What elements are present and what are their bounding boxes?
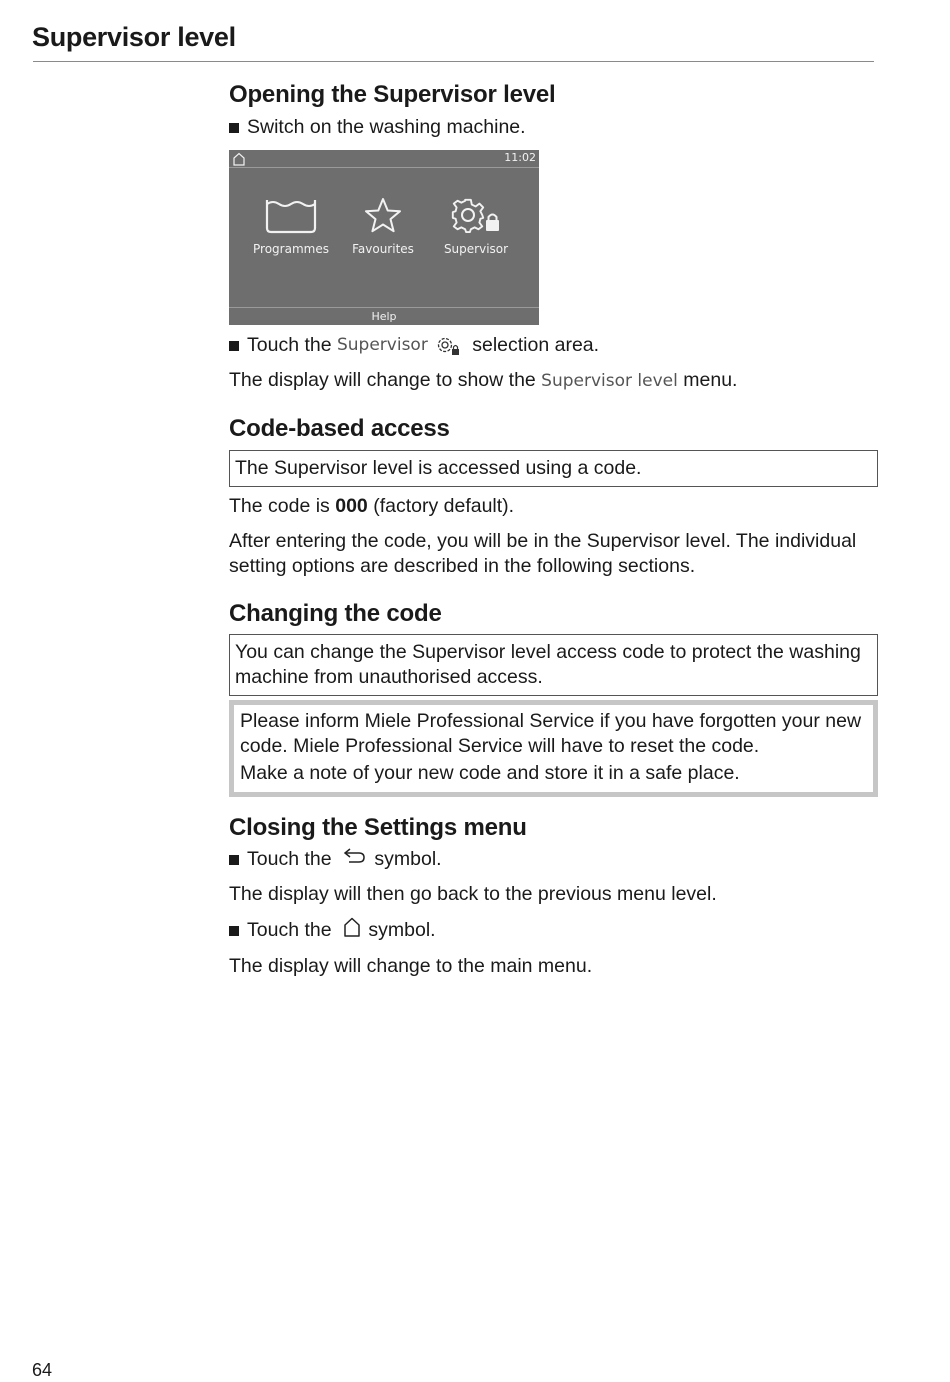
warning-text-1: Please inform Miele Professional Service if you have forgotten your new code. Miele Professional Service will have to reset the code. (240, 710, 862, 757)
info-box-code-access (229, 450, 878, 487)
result-pre: The display will change to show the (229, 369, 542, 391)
step-touch-back (229, 847, 878, 872)
title-divider (33, 61, 874, 62)
display-screenshot (229, 150, 539, 325)
code-pre: The code is (229, 495, 336, 517)
after-code-paragraph: After entering the code, you will be in the Supervisor level. The individual setting options are described in the following sections. (229, 530, 857, 577)
section-heading-changing-code: Changing the code (229, 600, 442, 627)
step-text-post: symbol. (362, 919, 436, 941)
bullet-square (229, 855, 239, 865)
info-box-change-code (229, 634, 878, 696)
tile-supervisor[interactable] (426, 196, 526, 256)
step-text-post: selection area. (466, 334, 600, 356)
code-paragraph (229, 494, 878, 519)
gear-lock-icon (448, 196, 504, 236)
gear-lock-icon (435, 335, 461, 357)
bullet-square (229, 123, 239, 133)
step-text-pre: Touch the (247, 919, 337, 941)
clock-readout: 11:02 (504, 151, 536, 164)
step-text-pre: Touch the (247, 334, 337, 356)
supervisor-ui-label: Supervisor (336, 335, 428, 355)
bullet-square (229, 341, 239, 351)
tile-programmes[interactable] (241, 196, 341, 256)
info-text: The Supervisor level is accessed using a code. (235, 457, 642, 479)
home-icon (343, 917, 361, 944)
display-top-bar (229, 150, 539, 168)
tile-label: Programmes (253, 242, 329, 256)
default-code: 000 (335, 495, 368, 517)
result-text (229, 368, 878, 394)
tile-label: Supervisor (443, 242, 509, 256)
supervisor-level-ui-label: Supervisor level (541, 371, 678, 391)
step-switch-on (229, 115, 878, 140)
step-touch-home (229, 917, 878, 944)
step-touch-supervisor (229, 333, 878, 358)
tub-icon (264, 196, 318, 236)
step-text: Switch on the washing machine. (247, 116, 526, 138)
star-icon (363, 196, 403, 236)
result-text-home: The display will change to the main menu. (229, 955, 593, 977)
page-title: Supervisor level (32, 22, 236, 52)
page-number: 64 (32, 1360, 53, 1380)
section-heading-code-access: Code-based access (229, 415, 450, 442)
warning-text-2: Make a note of your new code and store it in a safe place. (240, 762, 740, 784)
bullet-square (229, 926, 239, 936)
info-text: You can change the Supervisor level access code to protect the washing machine from unauthorised access. (235, 641, 861, 688)
step-text-pre: Touch the (247, 848, 337, 870)
main-content (229, 80, 878, 979)
help-button[interactable]: Help (229, 307, 539, 325)
result-text-back: The display will then go back to the previous menu level. (229, 883, 717, 905)
code-post: (factory default). (367, 495, 515, 517)
section-heading-opening: Opening the Supervisor level (229, 81, 556, 108)
tile-label: Favourites (352, 242, 414, 256)
home-icon[interactable] (232, 151, 246, 170)
result-post: menu. (677, 369, 738, 391)
back-arrow-icon (343, 847, 367, 872)
warning-box (229, 700, 878, 797)
step-text-post: symbol. (368, 848, 442, 870)
section-heading-closing: Closing the Settings menu (229, 814, 527, 841)
tile-favourites[interactable] (333, 196, 433, 256)
